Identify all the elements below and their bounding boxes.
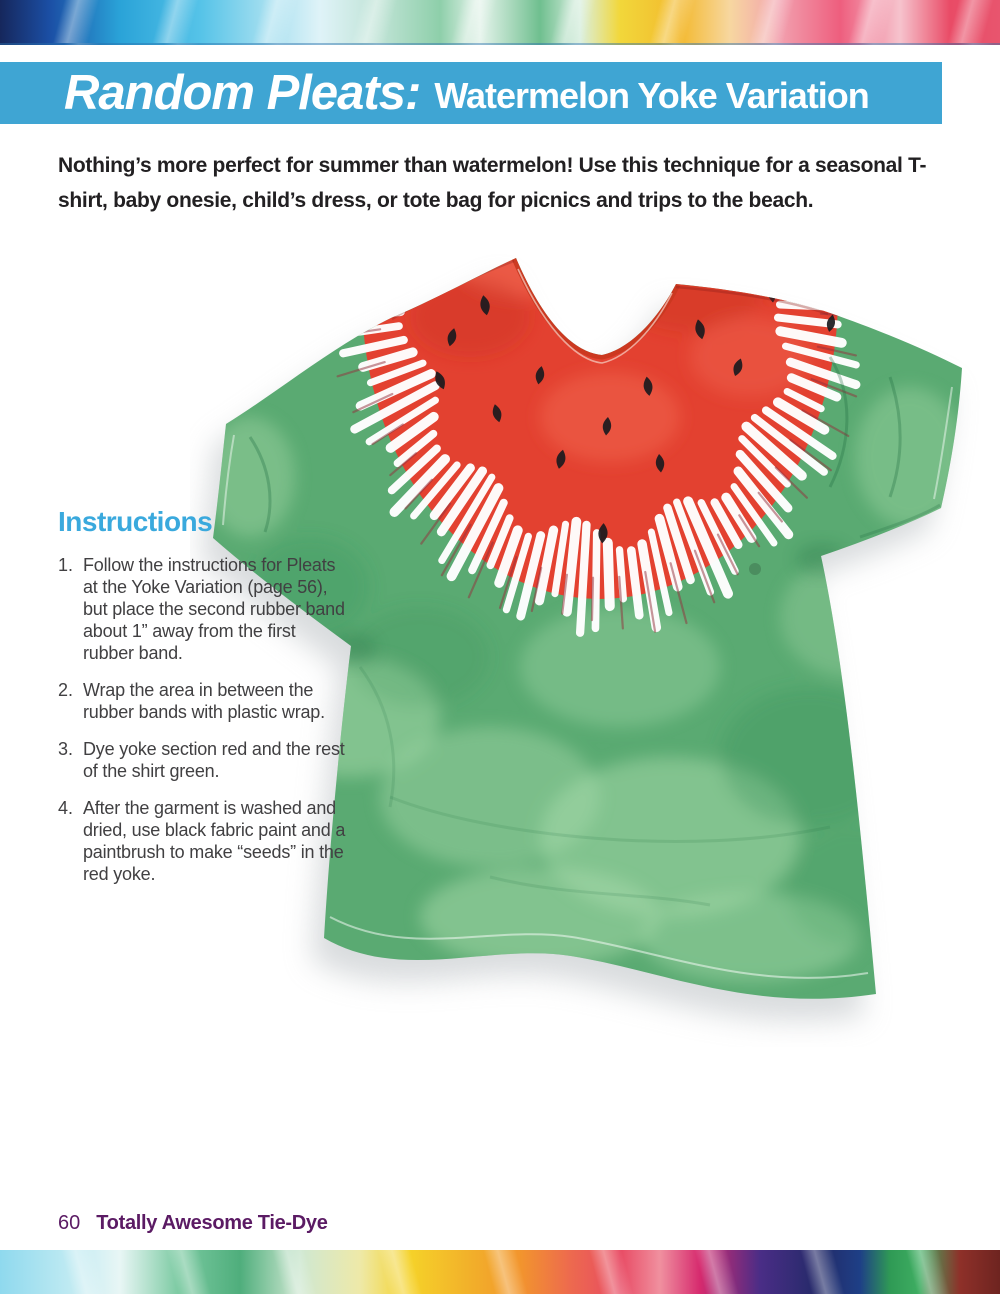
instruction-number: 3. [58, 739, 74, 759]
instruction-text: Dye yoke section red and the rest of the shirt green. [83, 739, 345, 781]
page-bottom-tiedye-border [0, 1250, 1000, 1294]
instruction-number: 1. [58, 555, 74, 575]
instruction-item-1 [58, 554, 358, 664]
instructions-section [58, 506, 358, 900]
page-footer [58, 1212, 328, 1235]
instruction-number: 4. [58, 798, 74, 818]
instructions-heading: Instructions [58, 506, 213, 537]
intro-paragraph: Nothing’s more perfect for summer than watermelon! Use this technique for a seasonal T-shirt, baby onesie, child’s dress, or tote bag for picnics and trips to the beach. [58, 154, 927, 212]
instruction-text: Follow the instructions for Pleats at the Yoke Variation (page 56), but place the second rubber band about 1” away from the first rubber band. [83, 555, 345, 663]
instruction-text: After the garment is washed and dried, use black fabric paint and a paintbrush to make “seeds” in the red yoke. [83, 798, 346, 884]
title-banner [0, 62, 942, 124]
page-title-main: Random Pleats: [64, 65, 421, 120]
book-title: Totally Awesome Tie-Dye [96, 1212, 328, 1234]
instruction-item-3 [58, 738, 358, 782]
page-number: 60 [58, 1212, 81, 1234]
page-title-sub: Watermelon Yoke Variation [434, 75, 869, 116]
instruction-item-2 [58, 679, 358, 723]
instruction-number: 2. [58, 680, 74, 700]
instruction-text: Wrap the area in between the rubber bands with plastic wrap. [83, 680, 325, 722]
instruction-item-4 [58, 797, 358, 885]
page-top-tiedye-border [0, 0, 1000, 45]
